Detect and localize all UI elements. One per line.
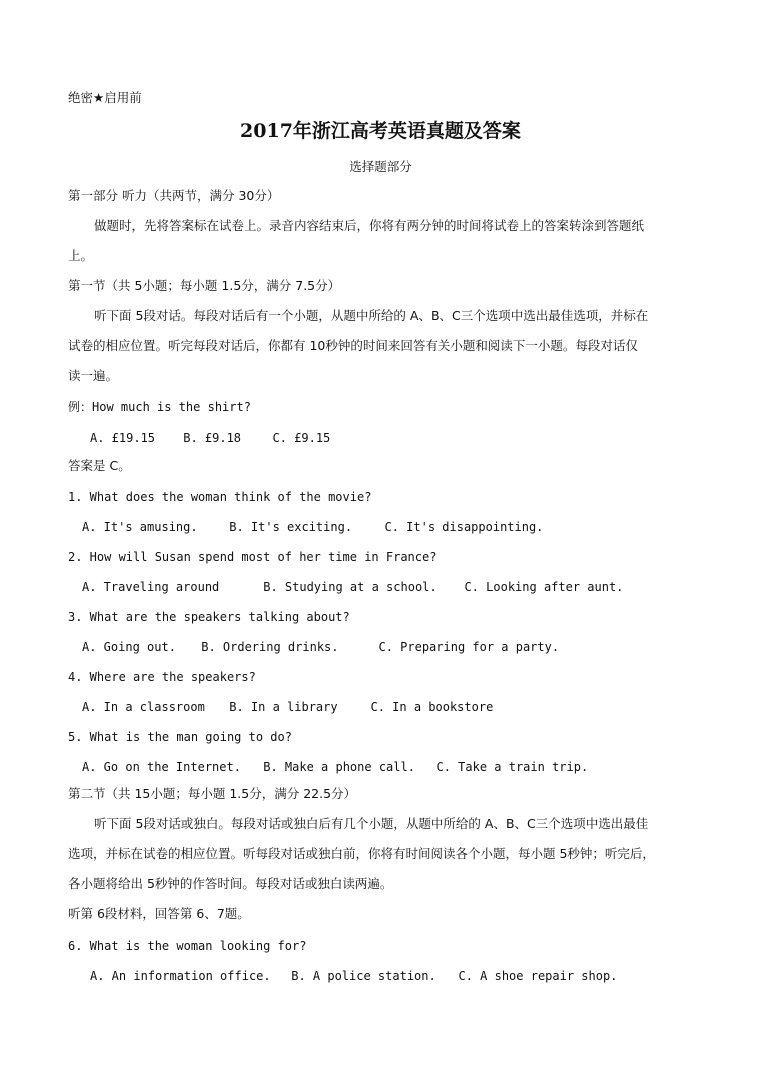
section2-line-2: 选项，并标在试卷的相应位置。听每段对话或独白前，你将有时间阅读各个小题，每小题 5秒钟；听完后， — [68, 846, 655, 861]
q4-option-b: B. In a library — [229, 700, 338, 714]
example-question: 例：How much is the shirt? — [68, 400, 251, 414]
intro-line-2: 上。 — [68, 248, 94, 263]
q1-option-a: A. It's amusing. — [82, 520, 198, 534]
question-2: 2. How will Susan spend most of her time in France? — [68, 550, 437, 564]
section1-heading: 第一节（共 5小题；每小题 1.5分，满分 7.5分） — [68, 278, 341, 293]
example-option-a: A. £19.15 — [90, 431, 156, 445]
example-answer: 答案是 C。 — [68, 458, 131, 473]
q6-option-c: C. A shoe repair shop. — [458, 969, 618, 983]
q5-option-a: A. Go on the Internet. — [82, 760, 241, 774]
secret-label: 绝密★启用前 — [68, 90, 142, 105]
intro-line-1: 做题时，先将答案标在试卷上。录音内容结束后，你将有两分钟的时间将试卷上的答案转涂到答题纸 — [94, 218, 645, 233]
question-5: 5. What is the man going to do? — [68, 730, 292, 744]
question-5-options — [82, 759, 721, 775]
question-3-options — [82, 639, 721, 655]
q1-option-c: C. It's disappointing. — [384, 520, 544, 534]
question-4: 4. Where are the speakers? — [68, 670, 256, 684]
section2-line-3: 各小题将给出 5秒钟的作答时间。每段对话或独白读两遍。 — [68, 876, 393, 891]
example-options — [90, 430, 721, 446]
question-1: 1. What does the woman think of the movie? — [68, 490, 372, 504]
question-1-options — [82, 519, 721, 535]
q4-option-a: A. In a classroom — [82, 700, 205, 714]
q1-option-b: B. It's exciting. — [229, 520, 353, 534]
part1-heading: 第一部分 听力（共两节，满分 30分） — [68, 188, 280, 203]
q5-option-b: B. Make a phone call. — [263, 760, 415, 774]
question-4-options — [82, 699, 721, 715]
q6-option-a: A. An information office. — [90, 969, 271, 983]
section2-line-1: 听下面 5段对话或独白。每段对话或独白后有几个小题，从题中所给的 A、B、C三个选项中选出最佳 — [94, 816, 649, 831]
q2-option-a: A. Traveling around — [82, 580, 220, 594]
q2-option-c: C. Looking after aunt. — [464, 580, 624, 594]
example-option-c: C. £9.15 — [272, 431, 331, 445]
q4-option-c: C. In a bookstore — [370, 700, 494, 714]
question-6-options — [90, 968, 721, 984]
section1-line-1: 听下面 5段对话。每段对话后有一个小题，从题中所给的 A、B、C三个选项中选出最佳选项，并标在 — [94, 308, 649, 323]
question-3: 3. What are the speakers talking about? — [68, 610, 350, 624]
q3-option-c: C. Preparing for a party. — [378, 640, 560, 654]
material-6-note: 听第 6段材料，回答第 6、7题。 — [68, 906, 250, 921]
section1-line-2: 试卷的相应位置。听完每段对话后，你都有 10秒钟的时间来回答有关小题和阅读下一小题。每段对话仅 — [68, 338, 638, 353]
q5-option-c: C. Take a train trip. — [436, 760, 589, 774]
question-6: 6. What is the woman looking for? — [68, 939, 307, 953]
q3-option-a: A. Going out. — [82, 640, 176, 654]
section1-line-3: 读一遍。 — [68, 368, 119, 383]
question-2-options — [82, 579, 721, 595]
page-title: 2017年浙江高考英语真题及答案 — [240, 120, 521, 142]
q6-option-b: B. A police station. — [291, 969, 436, 983]
q3-option-b: B. Ordering drinks. — [201, 640, 339, 654]
section2-heading: 第二节（共 15小题；每小题 1.5分，满分 22.5分） — [68, 786, 357, 801]
q2-option-b: B. Studying at a school. — [263, 580, 437, 594]
section-subtitle: 选择题部分 — [349, 159, 412, 174]
example-option-b: B. £9.18 — [183, 431, 242, 445]
